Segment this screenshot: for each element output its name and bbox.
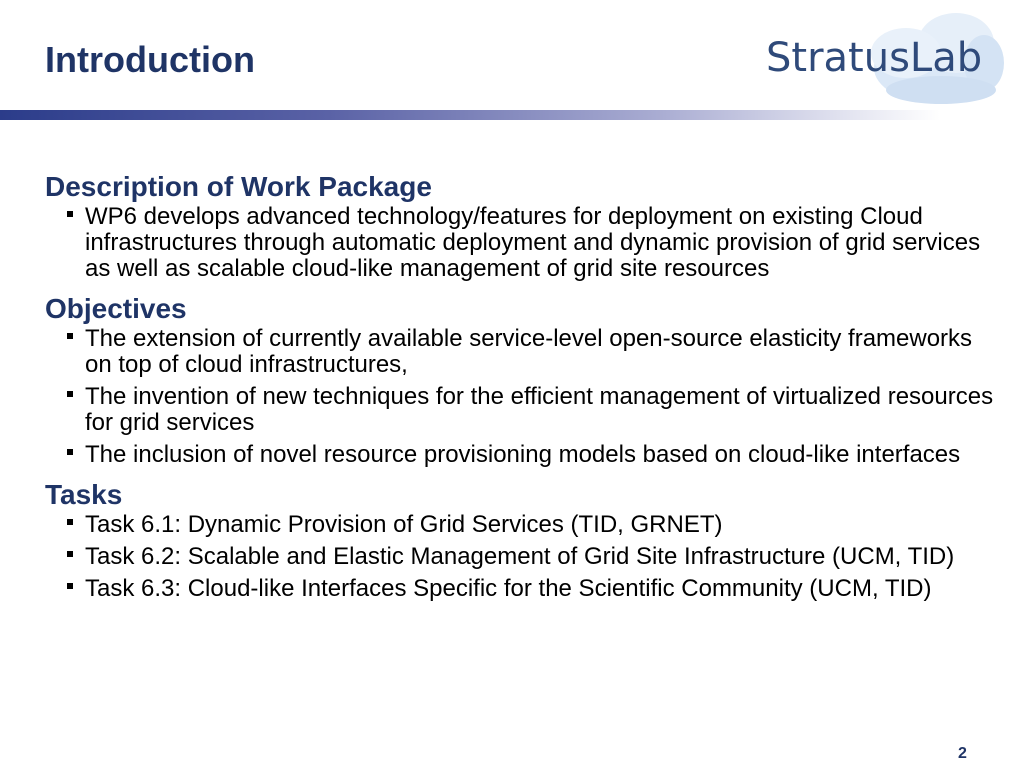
bullet-text: The extension of currently available service-level open-source elasticity frameworks on top of cloud infrastructures, — [85, 325, 973, 378]
bullet-text: Task 6.1: Dynamic Provision of Grid Services (TID, GRNET) — [85, 511, 723, 538]
bullet-list — [45, 512, 995, 602]
section-objectives — [45, 292, 995, 468]
bullet-text: Task 6.3: Cloud-like Interfaces Specific for the Scientific Community (UCM, TID) — [85, 575, 932, 602]
stratuslab-logo — [756, 8, 1006, 108]
bullet-text: The inclusion of novel resource provisioning models based on cloud-like interfaces — [85, 441, 961, 468]
bullet-square-icon — [67, 391, 73, 397]
section-description — [45, 170, 995, 282]
list-item — [45, 384, 995, 436]
list-item — [45, 544, 995, 570]
bullet-square-icon — [67, 333, 73, 339]
list-item — [45, 442, 995, 468]
bullet-text: Task 6.2: Scalable and Elastic Management of Grid Site Infrastructure (UCM, TID) — [85, 543, 955, 570]
bullet-square-icon — [67, 449, 73, 455]
slide-content — [45, 170, 995, 612]
bullet-square-icon — [67, 583, 73, 589]
bullet-list — [45, 204, 995, 282]
section-heading: Tasks — [45, 479, 123, 510]
section-heading: Objectives — [45, 293, 187, 324]
bullet-square-icon — [67, 551, 73, 557]
bullet-text: The invention of new techniques for the efficient management of virtualized resources for grid services — [85, 383, 994, 436]
list-item — [45, 326, 995, 378]
bullet-text: WP6 develops advanced technology/features for deployment on existing Cloud infrastructures through automatic deployment and dynamic provision of grid services as well as scalable cloud-like management of grid site resources — [85, 203, 981, 282]
page-number: 2 — [958, 745, 967, 762]
section-tasks — [45, 478, 995, 602]
section-heading: Description of Work Package — [45, 171, 432, 202]
title-divider-bar — [0, 110, 940, 120]
list-item — [45, 204, 995, 282]
bullet-square-icon — [67, 519, 73, 525]
list-item — [45, 576, 995, 602]
bullet-square-icon — [67, 211, 73, 217]
slide-title: Introduction — [45, 39, 255, 80]
list-item — [45, 512, 995, 538]
bullet-list — [45, 326, 995, 468]
logo-text: StratusLab — [766, 35, 983, 81]
